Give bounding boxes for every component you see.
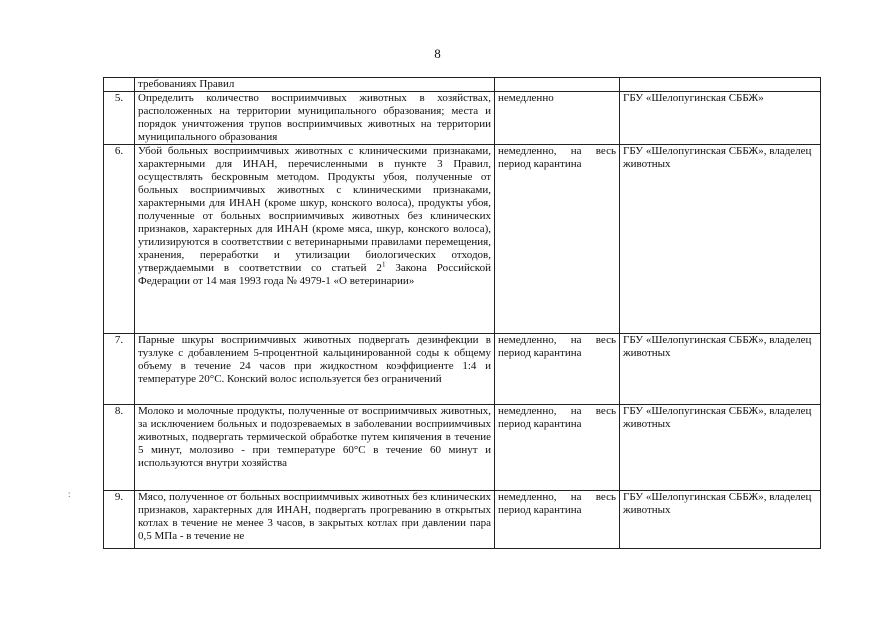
article-superscript: 1 (381, 260, 386, 269)
action-text: Убой больных восприимчивых животных с клиническими признаками, характерными для ИНАН, перечисленными в пункте 3 Правил, осуществлять бескровным методом. Продукты убоя, полученные от больных восприимчивых животных с клиническими признаками, характерными для ИНАН (кроме шкур, конского волоса), продукты убоя, полученные от больных восприимчивых животных без клинических признаков, характерных для ИНАН (кроме мяса, шкур, конского волоса), утилизируются в соответствии с ветеринарными правилами перемещения, хранения, переработки и утилизации биологических отходов, утверждаемыми в соответствии со статьей 2 (138, 145, 491, 274)
action-cell: Молоко и молочные продукты, полученные от восприимчивых животных, за исключением больных и подозреваемых в заболевании восприимчивых животных, подвергать термической обработке путем кипячения в течение 5 минут, молозиво - при температуре 60°С в течение 60 минут и используются внутри хозяйства (135, 405, 495, 491)
action-cell: Мясо, полученное от больных восприимчивых животных без клинических признаков, характерных для ИНАН, подвергать прогреванию в открытых котлах в течение не менее 3 часов, в закрытых котлах при давлении пара 0,5 МПа - в течение не (135, 491, 495, 549)
table-row (104, 92, 821, 145)
responsible-cell: ГБУ «Шелопугинская СББЖ» (620, 92, 821, 145)
deadline-cell: немедленно, на весь период карантина (495, 405, 620, 491)
page-number: 8 (434, 46, 441, 61)
table-row-continuation (104, 78, 821, 92)
row-number: 7. (104, 334, 135, 405)
row-number: 5. (104, 92, 135, 145)
action-cell: Парные шкуры восприимчивых животных подвергать дезинфекции в тузлуке с добавлением 5-процентной кальцинированной соды к общему объему в течение 24 часов при жидкостном коэффициенте 1:4 и температуре 20°С. Конский волос используется без ограничений (135, 334, 495, 405)
deadline-cell: немедленно (495, 92, 620, 145)
action-cell (135, 145, 495, 334)
row-number: 6. (104, 145, 135, 334)
margin-mark: : (68, 489, 71, 499)
deadline-cell (495, 78, 620, 92)
table-row (104, 491, 821, 549)
continuation-text: требованиях Правил (135, 78, 495, 92)
action-cell: Определить количество восприимчивых животных в хозяйствах, расположенных на территории муниципального образования; места и порядок уничтожения трупов восприимчивых животных на территории муниципального образования (135, 92, 495, 145)
deadline-cell: немедленно, на весь период карантина (495, 145, 620, 334)
action-text-tail: Закона Российской Федерации от 14 мая 1993 года № 4979-1 «О ветеринарии» (138, 262, 491, 287)
row-number (104, 78, 135, 92)
measures-table (103, 77, 821, 549)
table-row (104, 145, 821, 334)
responsible-cell: ГБУ «Шелопугинская СББЖ», владелец животных (620, 334, 821, 405)
responsible-cell (620, 78, 821, 92)
deadline-cell: немедленно, на весь период карантина (495, 491, 620, 549)
responsible-cell: ГБУ «Шелопугинская СББЖ», владелец животных (620, 145, 821, 334)
table-row (104, 334, 821, 405)
row-number: 9. (104, 491, 135, 549)
row-number: 8. (104, 405, 135, 491)
responsible-cell: ГБУ «Шелопугинская СББЖ», владелец животных (620, 405, 821, 491)
table-row (104, 405, 821, 491)
deadline-cell: немедленно, на весь период карантина (495, 334, 620, 405)
responsible-cell: ГБУ «Шелопугинская СББЖ», владелец животных (620, 491, 821, 549)
